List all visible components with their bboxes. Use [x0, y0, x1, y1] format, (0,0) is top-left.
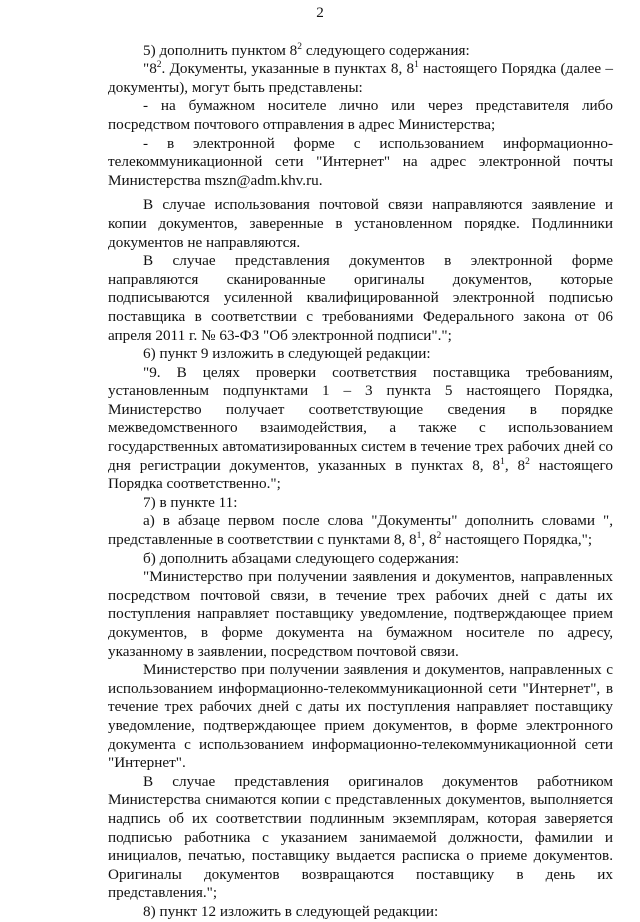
paragraph: 5) дополнить пунктом $8^2$ следующего содержания:: [143, 41, 470, 59]
paragraph: "Министерство при получении заявления и документов, направленных посредством почтовой связи, в течение трех рабочих дней с даты их поступления направляет поставщику уведомление, подтверждающее прием документов, в форме документа на бумажном носителе по адресу, указанному в заявлении, посредством почтовой связи.: [108, 568, 613, 660]
document-body: [108, 42, 613, 922]
paragraph: 6) пункт 9 изложить в следующей редакции:: [143, 345, 431, 363]
paragraph: "9. В целях проверки соответствия поставщика требованиям, установленным подпунктами 1 – 3 пункта 5 настоящего Порядка, Министерство получает соответствующие сведения в порядке межведомственного взаимодействия, а также с использованием государственных автоматизированных систем в течение трех рабочих дней со дня регистрации документов, указанных в пунктах 8, $8^1$, $8^2$ настоящего Порядка соответственно.";: [108, 363, 614, 493]
paragraph: "$8^2$. Документы, указанные в пунктах 8, $8^1$ настоящего Порядка (далее – документы), могут быть представлены:: [108, 60, 613, 96]
paragraph: 7) в пункте 11:: [143, 493, 238, 511]
page-number: 2: [316, 4, 324, 21]
paragraph: а) в абзаце первом после слова "Документы" дополнить словами ", представленные в соответствии с пунктами 8, $8^1$, $8^2$ настоящего Порядка,";: [108, 512, 613, 549]
paragraph: 8) пункт 12 изложить в следующей редакции:: [143, 902, 439, 920]
paragraph: В случае представления документов в электронной форме направляются сканированные оригиналы документов, которые подписываются усиленной квалифицированной электронной подписью поставщика в соответствии с требованиями Федерального закона от 06 апреля 2011 г. № 63-ФЗ "Об электронной подписи".";: [108, 252, 613, 344]
paragraph: В случае представления оригиналов документов работником Министерства снимаются копии с представленных документов, выполняется надпись об их соответствии подлинным экземплярам, которая заверяется подписью работника с указанием занимаемой должности, фамилии и инициалов, печатью, поставщику выдается расписка о приеме документов. Оригиналы документов возвращаются поставщику в день их представления.";: [108, 772, 613, 902]
paragraph: Министерство при получении заявления и документов, направленных с использованием информационно-телекоммуникационной сети "Интернет", в течение трех рабочих дней с даты их поступления направляет поставщику уведомление, подтверждающее прием документов, в форме электронного документа с использованием информационно-телекоммуникационной сети "Интернет".: [108, 661, 613, 772]
paragraph: - в электронной форме с использованием информационно-телекоммуникационной сети "Интернет" на адрес электронной почты Министерства mszn@adm.khv.ru.: [108, 134, 613, 189]
paragraph: - на бумажном носителе лично или через представителя либо посредством почтового отправления в адрес Министерства;: [108, 97, 613, 133]
paragraph: В случае использования почтовой связи направляются заявление и копии документов, заверенные в установленном порядке. Подлинники документов не направляются.: [108, 196, 613, 251]
paragraph: б) дополнить абзацами следующего содержания:: [143, 549, 460, 567]
